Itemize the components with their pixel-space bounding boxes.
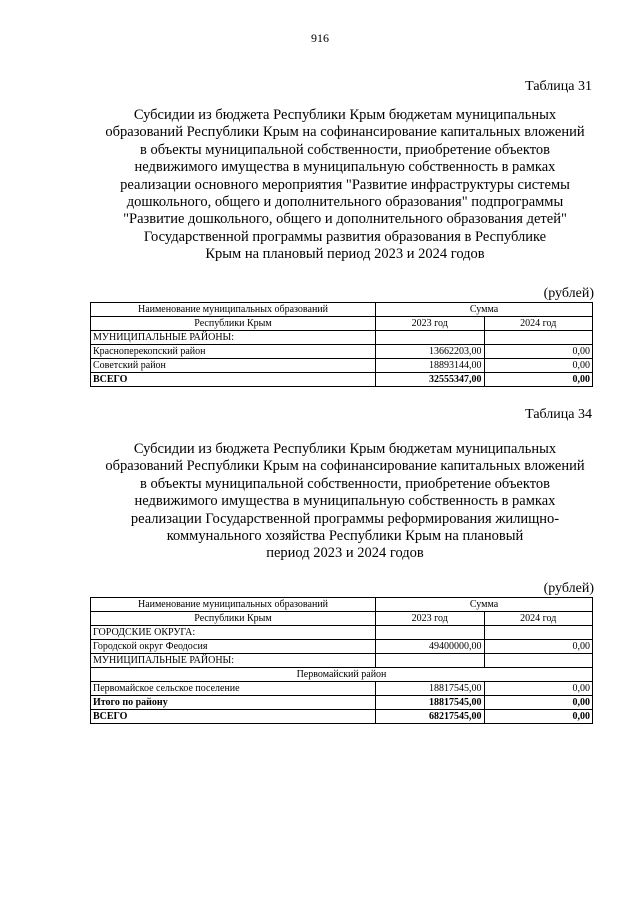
table-31-title xyxy=(80,107,610,264)
title-line: недвижимого имущества в муниципальную собственность в рамках xyxy=(134,159,556,176)
title-line: период 2023 и 2024 годов xyxy=(266,545,424,562)
table-row xyxy=(91,640,593,654)
header-year-2023: 2023 год xyxy=(376,317,485,331)
row-2023: 32555347,00 xyxy=(376,373,485,387)
title-line: "Развитие дошкольного, общего и дополнительного образования детей" xyxy=(123,211,567,228)
row-2024: 0,00 xyxy=(484,710,593,724)
row-name: Советский район xyxy=(91,359,376,373)
title-line: реализации Государственной программы реформирования жилищно- xyxy=(130,510,560,527)
table-row xyxy=(91,331,593,345)
header-name-line2: Республики Крым xyxy=(91,317,376,331)
row-2024: 0,00 xyxy=(484,696,593,710)
title-line: дошкольного, общего и дополнительного образования" подпрограммы xyxy=(126,194,564,211)
header-year-2024: 2024 год xyxy=(484,612,593,626)
table-34-label: Таблица 34 xyxy=(525,407,592,422)
row-2023: 18817545,00 xyxy=(376,696,485,710)
row-name: МУНИЦИПАЛЬНЫЕ РАЙОНЫ: xyxy=(91,331,376,345)
row-2024: 0,00 xyxy=(484,359,593,373)
row-2023: 18893144,00 xyxy=(376,359,485,373)
table-row xyxy=(91,345,593,359)
row-name: МУНИЦИПАЛЬНЫЕ РАЙОНЫ: xyxy=(91,654,376,668)
row-2023 xyxy=(376,626,485,640)
table-row xyxy=(91,626,593,640)
row-2023: 68217545,00 xyxy=(376,710,485,724)
row-2024: 0,00 xyxy=(484,640,593,654)
total-row xyxy=(91,373,593,387)
table-31-label: Таблица 31 xyxy=(525,79,592,94)
row-name: Красноперекопский район xyxy=(91,345,376,359)
row-name: ГОРОДСКИЕ ОКРУГА: xyxy=(91,626,376,640)
header-sum: Сумма xyxy=(376,303,593,317)
row-name: ВСЕГО xyxy=(91,710,376,724)
table-header-row xyxy=(91,303,593,317)
header-name-line1: Наименование муниципальных образований xyxy=(91,303,376,317)
row-2023: 18817545,00 xyxy=(376,682,485,696)
table-header-row xyxy=(91,317,593,331)
row-2024 xyxy=(484,331,593,345)
table-34-unit: (рублей) xyxy=(543,581,594,596)
header-sum: Сумма xyxy=(376,598,593,612)
table-header-row xyxy=(91,598,593,612)
row-2023 xyxy=(376,331,485,345)
title-line: реализации основного мероприятия "Развитие инфраструктуры системы xyxy=(120,176,570,193)
row-2023: 13662203,00 xyxy=(376,345,485,359)
row-2024: 0,00 xyxy=(484,373,593,387)
header-year-2023: 2023 год xyxy=(376,612,485,626)
subtotal-row xyxy=(91,696,593,710)
title-line: Крым на плановый период 2023 и 2024 годов xyxy=(205,246,485,263)
title-line: в объекты муниципальной собственности, приобретение объектов xyxy=(140,141,550,158)
row-2023 xyxy=(376,654,485,668)
row-2024 xyxy=(484,654,593,668)
row-2023: 49400000,00 xyxy=(376,640,485,654)
table-31 xyxy=(90,302,593,387)
row-name: ВСЕГО xyxy=(91,373,376,387)
header-year-2024: 2024 год xyxy=(484,317,593,331)
header-name-line1: Наименование муниципальных образований xyxy=(91,598,376,612)
table-row xyxy=(91,682,593,696)
title-line: недвижимого имущества в муниципальную собственность в рамках xyxy=(134,493,556,510)
header-name-line2: Республики Крым xyxy=(91,612,376,626)
title-line: Государственной программы развития образования в Республике xyxy=(143,228,547,245)
row-2024: 0,00 xyxy=(484,345,593,359)
row-2024: 0,00 xyxy=(484,682,593,696)
title-line: образований Республики Крым на софинансирование капитальных вложений xyxy=(105,124,585,141)
table-34-title xyxy=(80,441,610,563)
page-number: 916 xyxy=(311,31,329,45)
row-2024 xyxy=(484,626,593,640)
total-row xyxy=(91,710,593,724)
table-31-unit: (рублей) xyxy=(543,286,594,301)
district-name: Первомайский район xyxy=(91,668,593,682)
title-line: коммунального хозяйства Республики Крым на плановый xyxy=(166,528,524,545)
table-header-row xyxy=(91,612,593,626)
table-row xyxy=(91,654,593,668)
table-34 xyxy=(90,597,593,724)
district-row xyxy=(91,668,593,682)
row-name: Итого по району xyxy=(91,696,376,710)
title-line: Субсидии из бюджета Республики Крым бюджетам муниципальных xyxy=(133,107,557,123)
title-line: Субсидии из бюджета Республики Крым бюджетам муниципальных xyxy=(133,441,557,457)
title-line: в объекты муниципальной собственности, приобретение объектов xyxy=(140,475,550,492)
row-name: Первомайское сельское поселение xyxy=(91,682,376,696)
title-line: образований Республики Крым на софинансирование капитальных вложений xyxy=(105,458,585,475)
table-row xyxy=(91,359,593,373)
row-name: Городской округ Феодосия xyxy=(91,640,376,654)
